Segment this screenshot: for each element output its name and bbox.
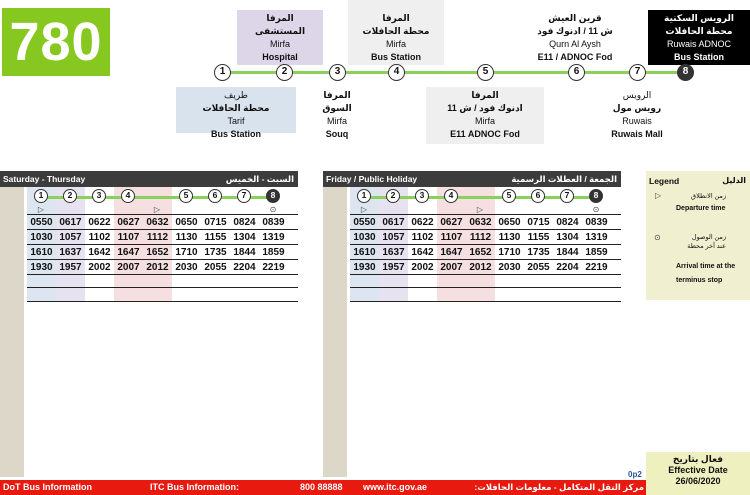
row-divider	[350, 274, 621, 275]
row-divider	[27, 287, 298, 288]
stop-en-line1: Tarif	[227, 116, 245, 126]
time-cell: 1304	[556, 232, 579, 243]
stop-label-ruwais-adnoc	[648, 10, 750, 65]
timetable-stop-marker-2: 2	[63, 189, 77, 203]
departure-symbol-icon: ▷	[476, 205, 484, 214]
table-row	[27, 214, 298, 229]
time-cell: 1859	[262, 247, 285, 258]
timetable-stop-marker-7: 7	[560, 189, 574, 203]
time-cell: 1844	[233, 247, 256, 258]
stop-en-line2: Ruwais Mall	[611, 129, 663, 139]
time-cell: 1642	[88, 247, 111, 258]
stop-en-line2: Hospital	[262, 52, 298, 62]
stop-ar-line2: محطة الحافلات	[665, 26, 733, 36]
timetable-stop-marker-1: 1	[34, 189, 48, 203]
timetable-title-en: Friday / Public Holiday	[326, 174, 418, 184]
time-cell: 1319	[262, 232, 285, 243]
stop-ar-line2: رويس مول	[612, 103, 662, 113]
time-cell: 0839	[262, 217, 285, 228]
time-cell: 1057	[59, 232, 82, 243]
legend-title-en: Legend	[649, 176, 680, 186]
effective-date-box	[646, 452, 750, 495]
footer-dot-info: DoT Bus Information	[3, 482, 92, 492]
stop-label-ruwais-mall	[595, 87, 679, 139]
row-divider	[27, 301, 298, 302]
effective-label: Effective Date	[668, 465, 728, 475]
stop-en-line2: Bus Station	[210, 129, 261, 139]
time-cell: 2007	[117, 262, 140, 273]
footer-itc-info: ITC Bus Information:	[150, 482, 239, 492]
time-cell: 1957	[382, 262, 405, 273]
departure-symbol-icon: ▷	[153, 205, 161, 214]
timetable-stop-marker-6: 6	[531, 189, 545, 203]
row-divider	[350, 301, 621, 302]
effective-date: 26/06/2020	[675, 476, 721, 486]
stop-ar-line1: الرويس السكنية	[664, 13, 734, 23]
timetable-stop-marker-4: 4	[444, 189, 458, 203]
legend-arrival-en2: terminus stop	[676, 277, 723, 284]
time-cell: 1735	[204, 247, 227, 258]
stop-label-tarif	[176, 87, 296, 139]
departure-symbol-icon: ▷	[37, 205, 45, 214]
timetable-weekday	[0, 171, 298, 477]
legend-arrival-en1: Arrival time at the	[676, 263, 736, 270]
time-cell: 1130	[175, 232, 198, 243]
timetable-stop-marker-5: 5	[179, 189, 193, 203]
timetable-stop-marker-2: 2	[386, 189, 400, 203]
stop-en-line2: Souq	[325, 129, 349, 139]
time-cell: 0617	[382, 217, 405, 228]
row-divider	[350, 287, 621, 288]
timetable-holiday	[323, 171, 621, 477]
time-cell: 0839	[585, 217, 608, 228]
time-cell: 1057	[382, 232, 405, 243]
timetable-stop-marker-8: 8	[266, 189, 280, 203]
departure-symbol-icon: ▷	[655, 191, 662, 200]
time-cell: 1610	[30, 247, 53, 258]
time-cell: 1319	[585, 232, 608, 243]
time-cell: 2219	[262, 262, 285, 273]
stop-en-line2: E11 / ADNOC Fod	[537, 52, 613, 62]
time-cell: 2030	[498, 262, 521, 273]
stop-marker-7: 7	[629, 64, 646, 81]
timetable-stop-marker-4: 4	[121, 189, 135, 203]
time-cell: 0824	[233, 217, 256, 228]
timetable-stop-marker-5: 5	[502, 189, 516, 203]
footer-ar: مركز النقل المتكامل - معلومات الحافلات:	[474, 482, 644, 492]
stop-en-line1: Mirfa	[327, 116, 347, 126]
time-cell: 0632	[469, 217, 492, 228]
time-cell: 0650	[498, 217, 521, 228]
stop-marker-2: 2	[276, 64, 293, 81]
time-cell: 1637	[382, 247, 405, 258]
time-cell: 0627	[440, 217, 463, 228]
timetable-title-ar: الجمعة / العطلات الرسمية	[511, 174, 617, 184]
legend-arrival-ar2: عند آخر محطة	[687, 243, 726, 250]
time-cell: 1030	[353, 232, 376, 243]
footer-phone[interactable]: 800 88888	[300, 482, 343, 492]
time-cell: 1130	[498, 232, 521, 243]
stop-marker-5: 5	[477, 64, 494, 81]
stop-ar-line2: ادنوك فود / ش 11	[447, 103, 523, 113]
table-row	[27, 229, 298, 244]
stop-ar-line1: المرفا	[382, 13, 410, 23]
stop-marker-4: 4	[388, 64, 405, 81]
stop-marker-1: 1	[214, 64, 231, 81]
time-cell: 2012	[146, 262, 169, 273]
time-cell: 1112	[469, 232, 492, 243]
stop-en-line2: E11 ADNOC Fod	[450, 129, 520, 139]
timetable-header	[0, 171, 298, 187]
footer-website-link[interactable]: www.itc.gov.ae	[363, 482, 428, 492]
time-cell: 1030	[30, 232, 53, 243]
stop-en-line2: Bus Station	[370, 52, 421, 62]
time-cell: 1957	[59, 262, 82, 273]
stop-ar-line2: السوق	[322, 103, 352, 113]
time-cell: 2002	[88, 262, 111, 273]
row-divider	[27, 274, 298, 275]
time-cell: 1735	[527, 247, 550, 258]
legend-title-ar: الدليل	[722, 176, 746, 185]
time-cell: 2204	[233, 262, 256, 273]
stop-label-qurn-al-aysh	[525, 10, 625, 65]
time-cell: 1642	[411, 247, 434, 258]
time-cell: 1304	[233, 232, 256, 243]
time-cell: 1647	[440, 247, 463, 258]
effective-ar: فعال بتاريخ	[672, 454, 724, 464]
stop-en-line1: Mirfa	[270, 39, 290, 49]
stop-en-line1: Qurn Al Aysh	[549, 39, 601, 49]
arrival-symbol-icon: ⊙	[269, 205, 277, 214]
stop-ar-line1: المرفا	[323, 90, 351, 100]
time-cell: 1930	[353, 262, 376, 273]
table-row	[350, 244, 621, 259]
time-cell: 1844	[556, 247, 579, 258]
stop-ar-line2: المستشفى	[254, 26, 306, 36]
timetable-title-en: Saturday - Thursday	[3, 174, 86, 184]
stop-marker-3: 3	[329, 64, 346, 81]
time-cell: 2055	[527, 262, 550, 273]
stop-en-line1: Ruwais	[622, 116, 652, 126]
time-cell: 1710	[498, 247, 521, 258]
stop-marker-8: 8	[677, 64, 694, 81]
stop-label-mirfa-bus-station	[348, 0, 444, 65]
stop-ar-line1: المرفا	[471, 90, 499, 100]
stop-marker-6: 6	[568, 64, 585, 81]
timetable-stop-marker-7: 7	[237, 189, 251, 203]
time-cell: 2007	[440, 262, 463, 273]
time-cell: 0650	[175, 217, 198, 228]
stop-ar-line2: محطة الحافلات	[362, 26, 430, 36]
stop-en-line2: Bus Station	[673, 52, 724, 62]
table-row	[350, 259, 621, 274]
time-cell: 2002	[411, 262, 434, 273]
time-cell: 1107	[440, 232, 463, 243]
time-cell: 0824	[556, 217, 579, 228]
arrival-symbol-icon: ⊙	[592, 205, 600, 214]
route-number-badge: 780	[2, 8, 110, 76]
timetable-side-bar	[0, 187, 24, 477]
stop-en-line1: Mirfa	[475, 116, 495, 126]
time-cell: 1155	[204, 232, 227, 243]
timetable-stop-marker-6: 6	[208, 189, 222, 203]
time-cell: 2055	[204, 262, 227, 273]
timetable-stop-marker-1: 1	[357, 189, 371, 203]
op-label: 0p2	[628, 470, 642, 479]
time-cell: 1710	[175, 247, 198, 258]
time-cell: 1859	[585, 247, 608, 258]
time-cell: 1107	[117, 232, 140, 243]
stop-label-mirfa-souq	[313, 87, 361, 139]
time-cell: 2219	[585, 262, 608, 273]
stop-label-mirfa-e11	[426, 87, 544, 144]
time-cell: 2030	[175, 262, 198, 273]
stop-ar-line2: ش 11 / ادنوك فود	[537, 26, 613, 36]
time-cell: 1930	[30, 262, 53, 273]
legend-arrival-ar1: زمن الوصول	[691, 234, 726, 241]
time-cell: 0715	[527, 217, 550, 228]
time-cell: 1610	[353, 247, 376, 258]
stop-ar-line1: طريف	[224, 90, 248, 100]
time-cell: 0627	[117, 217, 140, 228]
time-cell: 0617	[59, 217, 82, 228]
arrival-symbol-icon: ⊙	[654, 233, 661, 242]
timetable-title-ar: السبت - الخميس	[225, 174, 294, 184]
timetable-stop-marker-3: 3	[92, 189, 106, 203]
time-cell: 1112	[146, 232, 169, 243]
time-cell: 2204	[556, 262, 579, 273]
time-cell: 1102	[88, 232, 111, 243]
stop-ar-line1: قرين العيش	[548, 13, 602, 23]
time-cell: 0622	[88, 217, 111, 228]
legend-departure-en: Departure time	[676, 205, 726, 212]
time-cell: 0550	[353, 217, 376, 228]
stop-en-line1: Mirfa	[386, 39, 406, 49]
timetable-stop-marker-8: 8	[589, 189, 603, 203]
stop-label-mirfa-hospital	[237, 10, 323, 65]
timetable-side-bar	[323, 187, 347, 477]
footer-bar	[0, 480, 646, 495]
time-cell: 1102	[411, 232, 434, 243]
legend-departure-ar: زمن الانطلاق	[691, 193, 726, 200]
time-cell: 0550	[30, 217, 53, 228]
table-row	[27, 244, 298, 259]
stop-en-line1: Ruwais ADNOC	[666, 39, 731, 49]
stop-ar-line1: المرفا	[266, 13, 294, 23]
time-cell: 2012	[469, 262, 492, 273]
time-cell: 1647	[117, 247, 140, 258]
timetable-stop-marker-3: 3	[415, 189, 429, 203]
time-cell: 1637	[59, 247, 82, 258]
time-cell: 0632	[146, 217, 169, 228]
time-cell: 1652	[146, 247, 169, 258]
time-cell: 1652	[469, 247, 492, 258]
timetable-header	[323, 171, 621, 187]
table-row	[350, 214, 621, 229]
departure-symbol-icon: ▷	[360, 205, 368, 214]
time-cell: 0622	[411, 217, 434, 228]
legend	[646, 171, 750, 300]
time-cell: 1155	[527, 232, 550, 243]
stop-ar-line2: محطة الحافلات	[202, 103, 270, 113]
table-row	[350, 229, 621, 244]
stop-ar-line1: الرويس	[622, 90, 652, 100]
table-row	[27, 259, 298, 274]
time-cell: 0715	[204, 217, 227, 228]
